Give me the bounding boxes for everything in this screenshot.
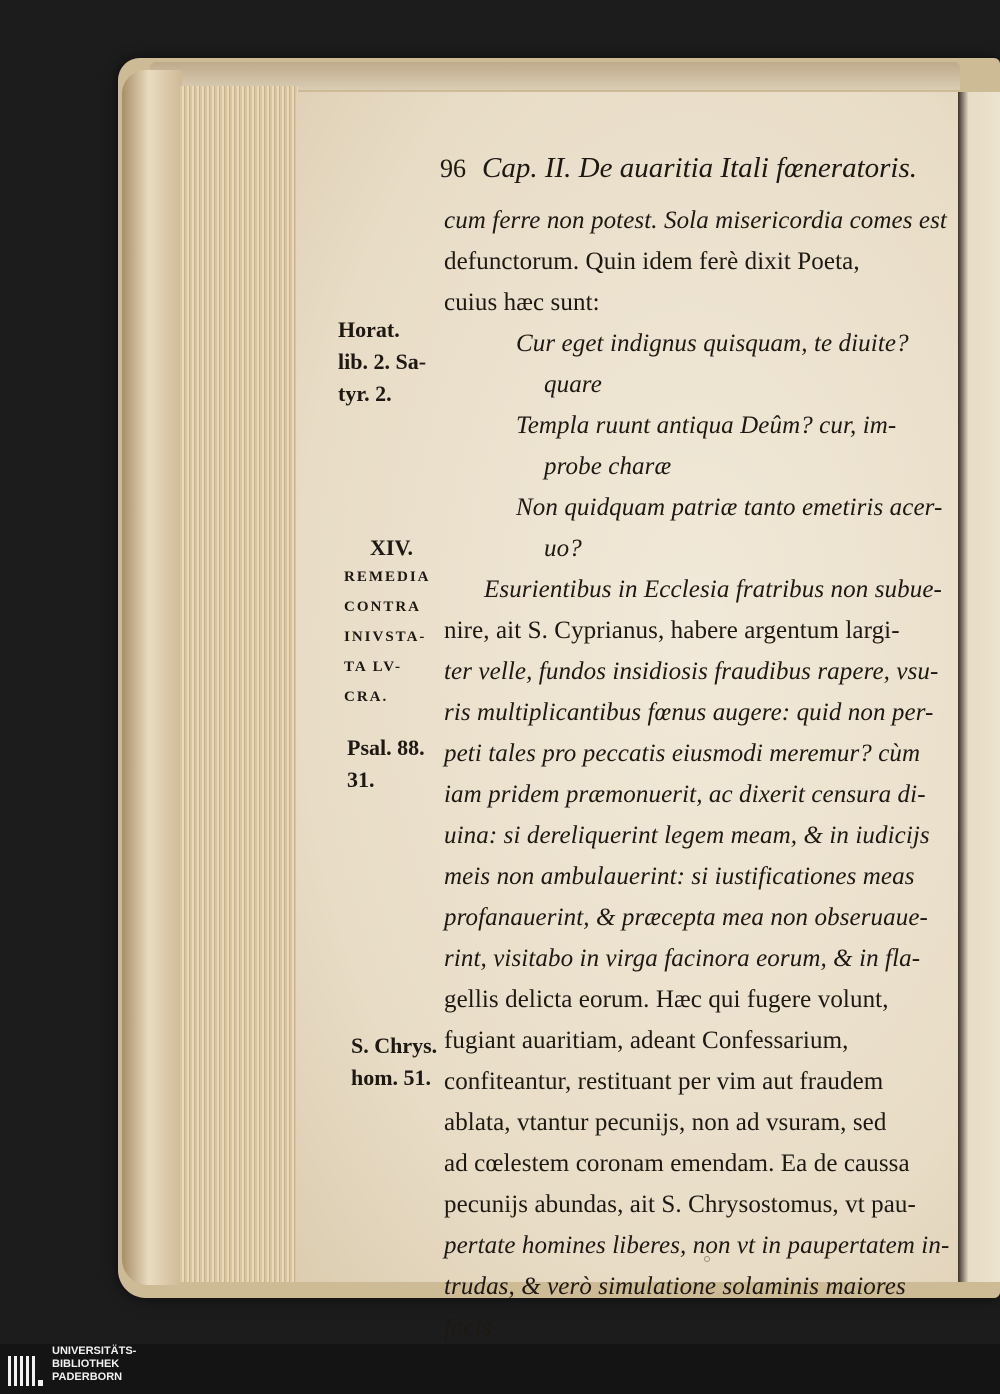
text-line: Templa ruunt antiqua Deûm? cur, im- — [516, 412, 897, 439]
text-line: ad cœlestem coronam emendam. Ea de caussa — [444, 1150, 910, 1177]
text-line: pertate homines liberes, non vt in paupertatem in- — [444, 1232, 950, 1259]
text-line: cuius hæc sunt: — [444, 289, 600, 316]
text-line: cum ferre non potest. Sola misericordia comes est — [444, 207, 947, 234]
page-number: 96 — [440, 154, 466, 183]
book-spine — [122, 70, 182, 1285]
margin-note-remedia: REMEDIA CONTRA INIVSTA- TA LV- CRA. — [344, 569, 431, 705]
text-line: Non quidquam patriæ tanto emetiris acer- — [516, 494, 943, 521]
text-line: profanauerint, & præcepta mea non obseruaue- — [444, 904, 928, 931]
margin-note-horat: Horat. lib. 2. Sa- tyr. 2. — [338, 317, 427, 406]
text-line: ablata, vtantur pecunijs, non ad vsuram, sed — [444, 1109, 887, 1136]
text-line: trudas, & verò simulatione solaminis maiores — [444, 1273, 906, 1300]
page-edges — [180, 86, 298, 1282]
text-line: ris multiplicantibus fœnus augere: quid non per- — [444, 699, 934, 726]
margin-note-chrysostom: S. Chrys. hom. 51. — [351, 1033, 438, 1090]
text-line: gellis delicta eorum. Hæc qui fugere volunt, — [444, 986, 889, 1013]
running-title: Cap. II. De auaritia Itali fœneratoris. — [482, 152, 917, 184]
text-line: quare — [544, 371, 602, 398]
running-header — [440, 152, 917, 185]
text-line: ter velle, fundos insidiosis fraudibus rapere, vsu- — [444, 658, 939, 685]
text-line: peti tales pro peccatis eiusmodi meremur? cùm — [444, 740, 921, 767]
text-line: fugiant auaritiam, adeant Confessarium, — [444, 1027, 849, 1054]
text-line: defunctorum. Quin idem ferè dixit Poeta, — [444, 248, 860, 275]
library-logo-icon — [6, 1350, 46, 1390]
text-line: nire, ait S. Cyprianus, habere argentum largi- — [444, 617, 900, 644]
text-line: uo? — [544, 535, 582, 562]
text-line: pecunijs abundas, ait S. Chrysostomus, vt pau- — [444, 1191, 916, 1218]
text-line: confiteantur, restituant per vim aut fraudem — [444, 1068, 884, 1095]
library-footer — [0, 1344, 1000, 1394]
text-line: probe charæ — [544, 453, 672, 480]
margin-note-psalm: Psal. 88. 31. — [347, 735, 425, 792]
text-line: rint, visitabo in virga facinora eorum, & in fla- — [444, 945, 921, 972]
text-line: facis — [444, 1314, 492, 1341]
text-line: Esurientibus in Ecclesia fratribus non subue- — [484, 576, 942, 603]
library-name: UNIVERSITÄTS- BIBLIOTHEK PADERBORN — [52, 1345, 137, 1383]
text-line: meis non ambulauerint: si iustificationes meas — [444, 863, 915, 890]
text-line: uina: si dereliquerint legem meam, & in iudicijs — [444, 822, 930, 849]
facing-page-edge — [958, 92, 1000, 1282]
text-line: Cur eget indignus quisquam, te diuite? — [516, 330, 909, 357]
text-line: iam pridem præmonuerit, ac dixerit censura di- — [444, 781, 926, 808]
body-text — [444, 200, 964, 1348]
margin-note-xiv: XIV. — [370, 535, 414, 560]
